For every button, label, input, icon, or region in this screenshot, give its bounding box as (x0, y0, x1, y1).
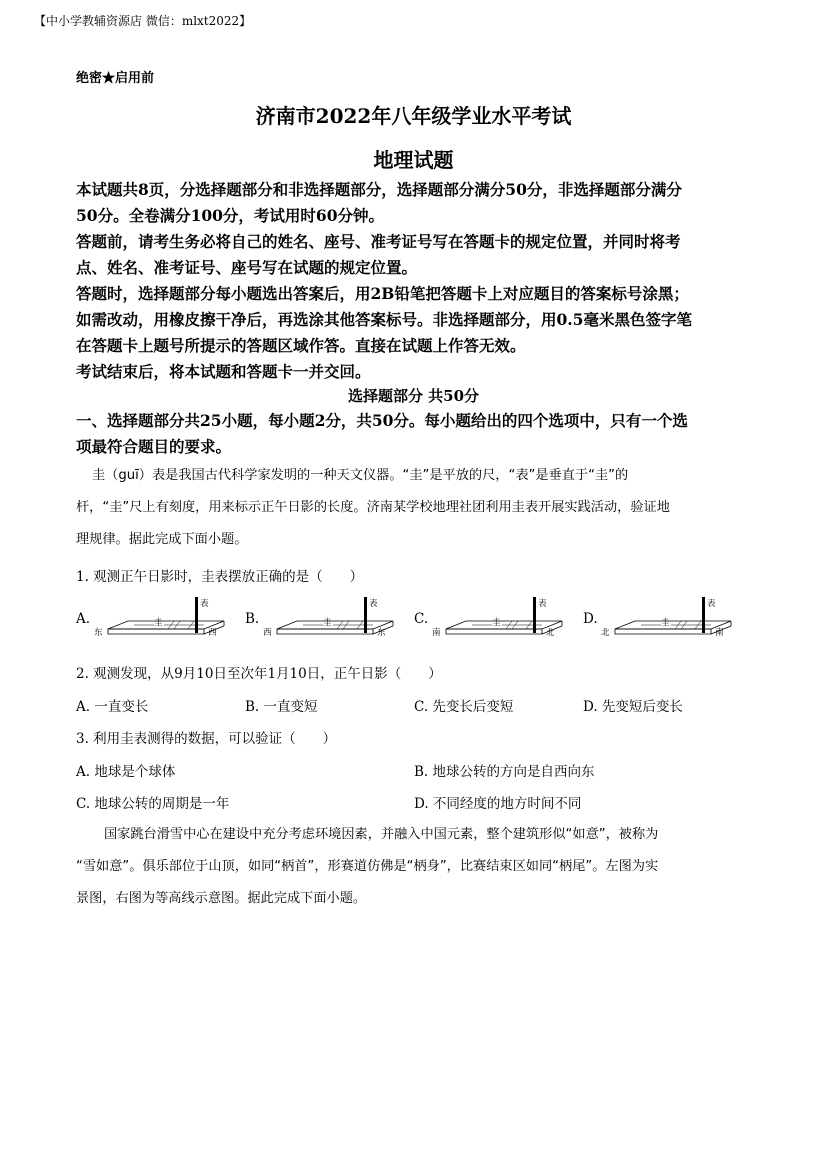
biao-label: 表 (707, 599, 716, 609)
exam-subtitle: 地理试题 (373, 148, 454, 172)
q3-option-b[interactable]: B. 地球公转的方向是自西向东 (414, 764, 595, 780)
gui-label: 圭 (323, 618, 332, 628)
gui-label: 圭 (661, 618, 670, 628)
question-1-stem: 1. 观测正午日影时，圭表摆放正确的是（ ） (76, 569, 364, 585)
instruction-line: 本试题共8页，分选择题部分和非选择题部分，选择题部分满分50分，非选择题部分满分 (76, 180, 682, 199)
dir-left: 东 (94, 628, 103, 638)
option-letter: B. (245, 611, 260, 627)
dir-left: 南 (432, 628, 441, 638)
instruction-line: 答题前，请考生务必将自己的姓名、座号、准考证号写在答题卡的规定位置，并同时将考 (76, 232, 681, 251)
option-letter: A. (76, 611, 91, 627)
secret-label: 绝密★启用前 (76, 71, 155, 86)
gui-biao-diagram-c (432, 597, 572, 647)
q2-option-b[interactable]: B. 一直变短 (245, 699, 318, 715)
biao-label: 表 (369, 599, 378, 609)
dir-right: 东 (377, 628, 386, 638)
biao-label: 表 (200, 599, 209, 609)
watermark-text: 【中小学教辅资源店 微信：mlxt2022】 (34, 14, 252, 28)
dir-left: 北 (601, 628, 610, 638)
instruction-line: 50分。全卷满分100分，考试用时60分钟。 (76, 206, 384, 225)
option-letter: C. (414, 611, 429, 627)
part-heading-line: 一、选择题部分共25小题，每小题2分，共50分。每小题给出的四个选项中，只有一个选 (76, 411, 688, 430)
exam-title: 济南市2022年八年级学业水平考试 (255, 104, 572, 128)
biao-label: 表 (538, 599, 547, 609)
gui-label: 圭 (154, 618, 163, 628)
question-3-stem: 3. 利用圭表测得的数据，可以验证（ ） (76, 731, 337, 747)
question-2-stem: 2. 观测发现，从9月10日至次年1月10日，正午日影（ ） (76, 666, 442, 682)
section-title: 选择题部分 共50分 (347, 387, 480, 405)
dir-right: 南 (715, 628, 724, 638)
q3-option-a[interactable]: A. 地球是个球体 (76, 764, 176, 780)
gui-biao-diagram-a (94, 597, 234, 647)
instruction-line: 在答题卡上题号所提示的答题区域作答。直接在试题上作答无效。 (76, 336, 526, 355)
passage-line: “雪如意”。俱乐部位于山顶，如同“柄首”，形赛道仿佛是“柄身”，比赛结束区如同“柄尾”。左图为实 (76, 859, 659, 874)
instruction-line: 考试结束后，将本试题和答题卡一并交回。 (76, 362, 371, 381)
passage-line: 国家跳台滑雪中心在建设中充分考虑环境因素，并融入中国元素，整个建筑形似“如意”，被称为 (104, 827, 659, 842)
dir-right: 西 (208, 628, 217, 638)
dir-left: 西 (263, 628, 272, 638)
passage-line: 圭（guī）表是我国古代科学家发明的一种天文仪器。“圭”是平放的尺，“表”是垂直于“圭”的 (92, 468, 629, 483)
gui-biao-diagram-d (601, 597, 741, 647)
instruction-line: 如需改动，用橡皮擦干净后，再选涂其他答案标号。非选择题部分，用0.5毫米黑色签字笔 (76, 310, 692, 329)
part-heading-line: 项最符合题目的要求。 (76, 437, 232, 456)
dir-right: 北 (546, 628, 555, 638)
option-letter: D. (583, 611, 598, 627)
q2-option-a[interactable]: A. 一直变长 (76, 699, 149, 715)
q3-option-c[interactable]: C. 地球公转的周期是一年 (76, 796, 230, 812)
gui-biao-diagram-b (263, 597, 403, 647)
instruction-line: 点、姓名、准考证号、座号写在试题的规定位置。 (76, 258, 418, 277)
q2-option-c[interactable]: C. 先变长后变短 (414, 699, 514, 715)
gui-label: 圭 (492, 618, 501, 628)
q2-option-d[interactable]: D. 先变短后变长 (583, 699, 683, 715)
q3-option-d[interactable]: D. 不同经度的地方时间不同 (414, 796, 582, 812)
passage-line: 理规律。据此完成下面小题。 (76, 532, 248, 547)
instruction-line: 答题时，选择题部分每小题选出答案后，用2B铅笔把答题卡上对应题目的答案标号涂黑； (76, 284, 689, 303)
passage-line: 杆，“圭”尺上有刻度，用来标示正午日影的长度。济南某学校地理社团利用圭表开展实践活动，验证地 (76, 500, 670, 515)
passage-line: 景图，右图为等高线示意图。据此完成下面小题。 (76, 891, 367, 906)
